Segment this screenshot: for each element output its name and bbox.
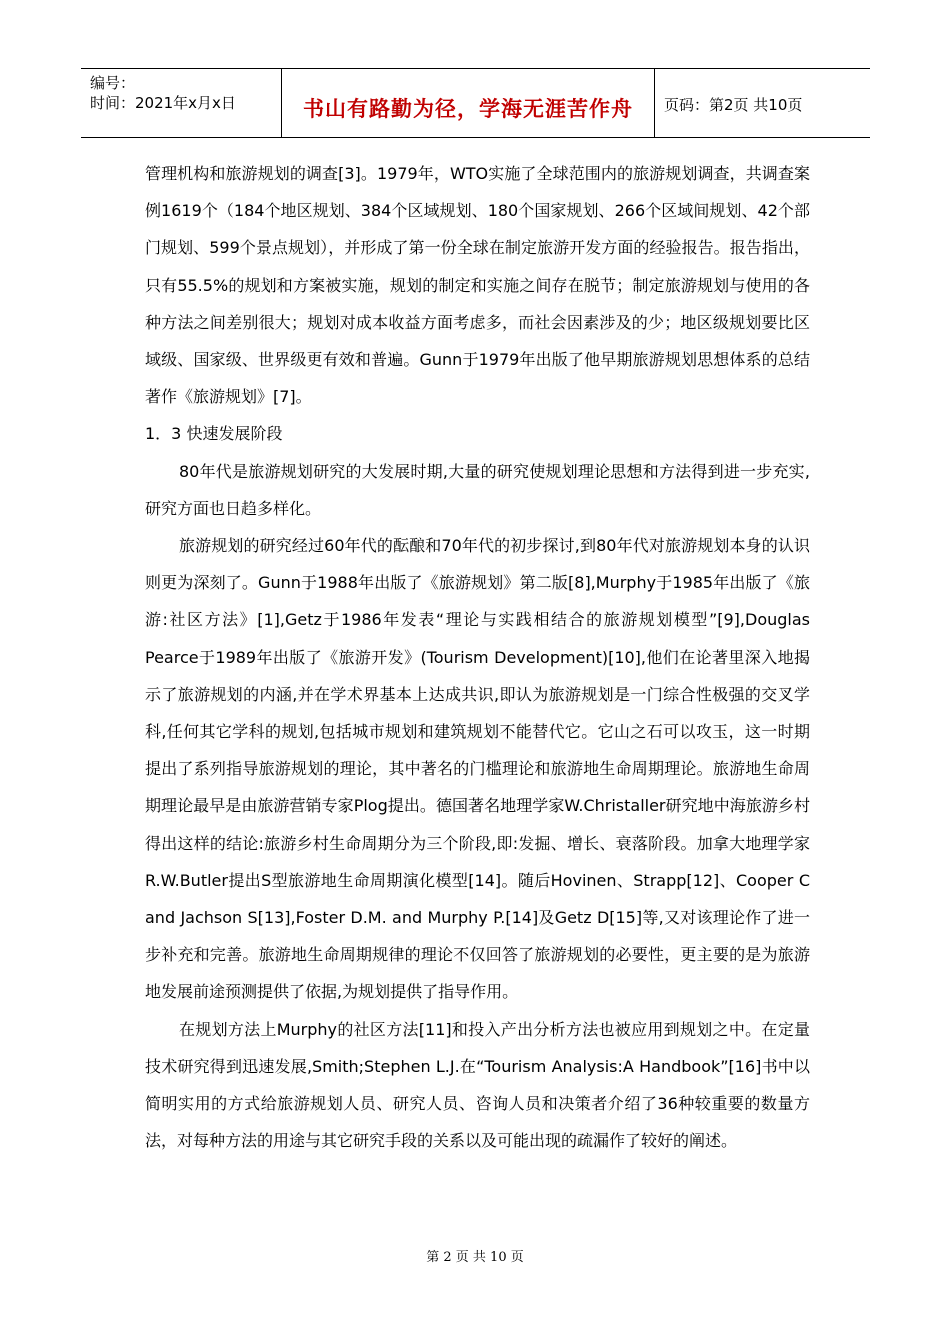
paragraph: 旅游规划的研究经过60年代的酝酿和70年代的初步探讨,到80年代对旅游规划本身的认识则更为深刻了。Gunn于1988年出版了《旅游规划》第二版[8],Murphy于1985年出版了《旅游:社区方法》[1],Getz于1986年发表“理论与实践相结合的旅游规划模型”[9],Douglas Pearce于1989年出版了《旅游开发》(Tourism Development)[10],他们在论著里深入地揭示了旅游规划的内涵,并在学术界基本上达成共识,即认为旅游规划是一门综合性极强的交叉学科,任何其它学科的规划,包括城市规划和建筑规划不能替代它。它山之石可以攻玉，这一时期提出了系列指导旅游规划的理论，其中著名的门槛理论和旅游地生命周期理论。旅游地生命周期理论最早是由旅游营销专家Plog提出。德国著名地理学家W.Christaller研究地中海旅游乡村得出这样的结论:旅游乡村生命周期分为三个阶段,即:发掘、增长、衰落阶段。加拿大地理学家R.W.Butler提出S型旅游地生命周期演化模型[14]。随后Hovinen、Strapp[12]、Cooper C and Jachson S[13],Foster D.M. and Murphy P.[14]及Getz D[15]等,又对该理论作了进一步补充和完善。旅游地生命周期规律的理论不仅回答了旅游规划的必要性，更主要的是为旅游地发展前途预测提供了依据,为规划提供了指导作用。	[145, 536, 810, 1002]
page-footer: 第 2 页 共 10 页	[426, 1250, 524, 1265]
paragraph: 80年代是旅游规划研究的大发展时期,大量的研究使规划理论思想和方法得到进一步充实,研究方面也日趋多样化。	[145, 461, 810, 518]
paragraph-continuation: 管理机构和旅游规划的调查[3]。1979年，WTO实施了全球范围内的旅游规划调查，共调查案例1619个（184个地区规划、384个区域规划、180个国家规划、266个区域间规划、42个部门规划、599个景点规划），并形成了第一份全球在制定旅游开发方面的经验报告。报告指出，只有55.5%的规划和方案被实施，规划的制定和实施之间存在脱节；制定旅游规划与使用的各种方法之间差别很大；规划对成本收益方面考虑多，而社会因素涉及的少；地区级规划要比区域级、国家级、世界级更有效和普遍。Gunn于1979年出版了他早期旅游规划思想体系的总结著作《旅游规划》[7]。	[145, 164, 810, 407]
paragraph: 在规划方法上Murphy的社区方法[11]和投入产出分析方法也被应用到规划之中。在定量技术研究得到迅速发展,Smith;Stephen L.J.在“Tourism Analysis:A Handbook”[16]书中以简明实用的方式给旅游规划人员、研究人员、咨询人员和决策者介绍了36种较重要的数量方法，对每种方法的用途与其它研究手段的关系以及可能出现的疏漏作了较好的阐述。	[145, 1019, 810, 1151]
document-body	[145, 155, 810, 1159]
header-motto-cell	[281, 69, 655, 137]
header-info-cell	[81, 69, 281, 137]
section-heading: 1．3 快速发展阶段	[145, 424, 283, 444]
time-label: 时间：2021年x月x日	[90, 94, 236, 112]
motto-text: 书山有路勤为径，学海无涯苦作舟	[303, 97, 633, 121]
header-page-cell	[654, 69, 870, 137]
page-header	[81, 68, 870, 138]
serial-label: 编号：	[90, 74, 136, 92]
header-page-number: 页码：第2页 共10页	[664, 96, 803, 114]
